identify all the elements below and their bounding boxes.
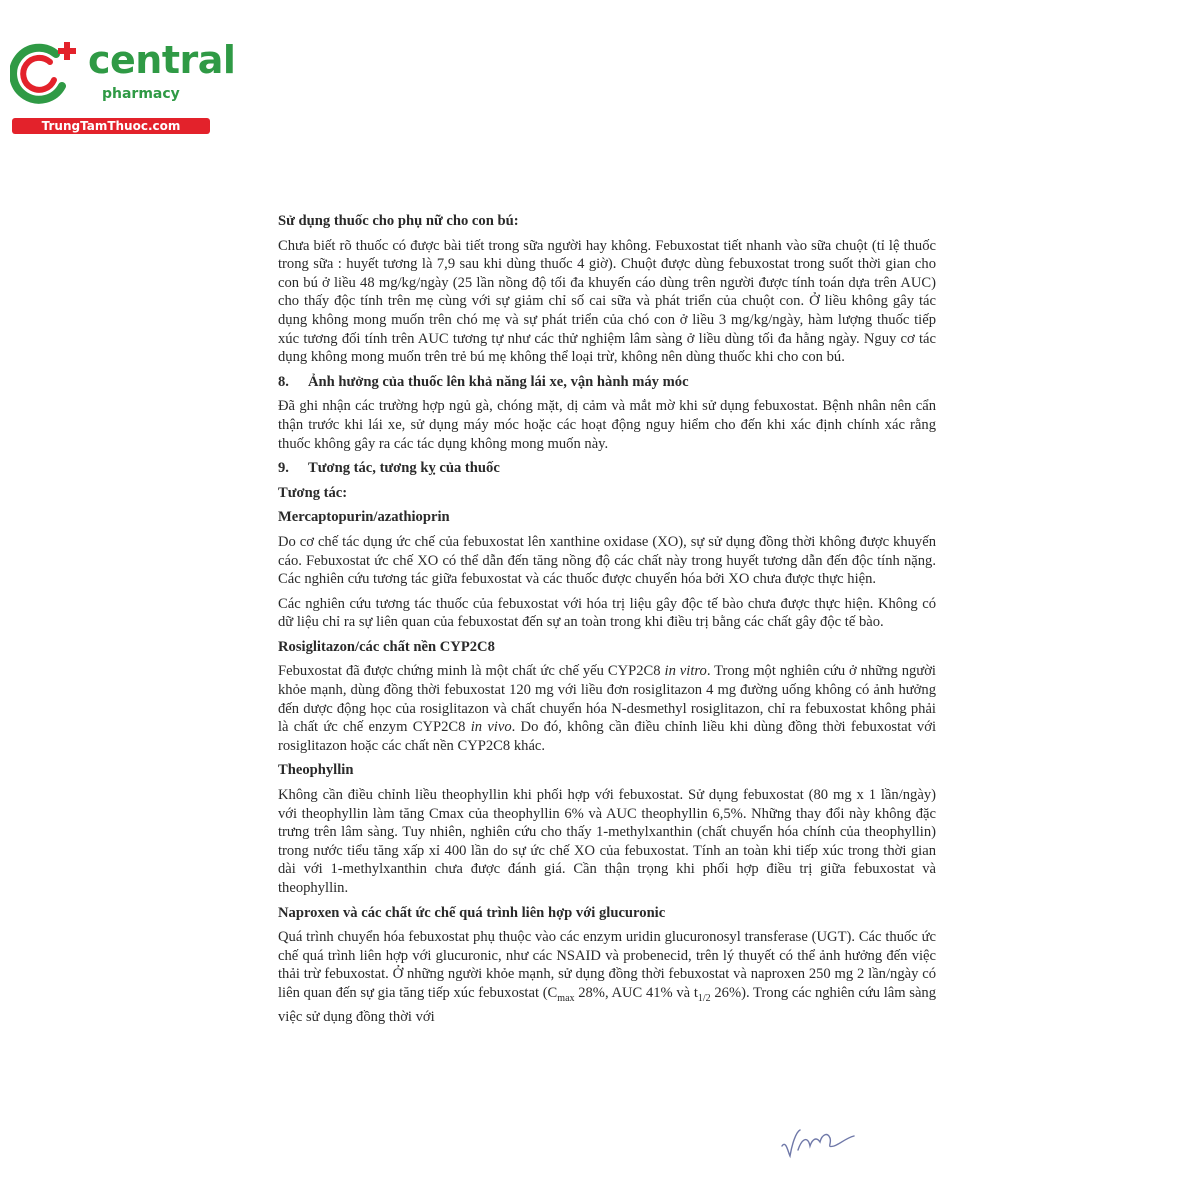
rosiglitazon-text-e: . Do đó, không cần điều chỉnh liều khi dùng đồng thời febuxostat với rosiglitazon hoặc các chất nền CYP2C8 khác.: [278, 719, 936, 754]
naproxen-sub-half: 1/2: [697, 992, 711, 1004]
naproxen-sub-max: max: [557, 992, 575, 1004]
pharmacy-logo: [10, 36, 236, 136]
interactions-subheading: Tương tác:: [278, 484, 348, 501]
rosiglitazon-italic-in-vivo: in vivo: [470, 719, 512, 736]
rosiglitazon-italic-in-vitro: in vitro: [664, 663, 707, 680]
rosiglitazon-text-a: Febuxostat đã được chứng minh là một chất ức chế yếu CYP2C8: [278, 663, 665, 680]
rosiglitazon-text: [278, 662, 936, 755]
mercaptopurin-text-1: Do cơ chế tác dụng ức chế của febuxostat lên xanthine oxidase (XO), sự sử dụng đồng thời không được khuyến cáo. Febuxostat ức chế XO có thể dẫn đến tăng nồng độ các chất này trong huyết tương dẫn đến độc tính nặng. Các nghiên cứu tương tác giữa febuxostat và các thuốc được chuyển hóa bởi XO chưa được thực hiện.: [278, 533, 936, 588]
naproxen-text-a: Quá trình chuyển hóa febuxostat phụ thuộc vào các enzym uridin glucuronosyl transferase (UGT). Các thuốc ức chế quá trình liên hợp với glucuronic, như các NSAID và probenecid, trên lý thuyết có thể ảnh hưởng đến việc thải trừ febuxostat. Ở những người khỏe mạnh, sử dụng đồng thời febuxostat và naproxen 250 mg 2 lần/ngày có liên quan đến sự gia tăng tiếp xúc febuxostat (C: [278, 929, 936, 1001]
section-9-title: Tương tác, tương kỵ của thuốc: [308, 460, 500, 477]
theophyllin-text: Không cần điều chỉnh liều theophyllin khi phối hợp với febuxostat. Sử dụng febuxostat (80 mg x 1 lần/ngày) với theophyllin làm tăng Cmax của theophyllin 6% và AUC theophyllin 6,5%. Những thay đổi này không đặc trưng trên lâm sàng. Tuy nhiên, nghiên cứu cho thấy 1-methylxanthin (chất chuyển hóa chính của theophyllin) trong nước tiểu tăng xấp xỉ 400 lần do sự ức chế XO của febuxostat. Tính an toàn khi tiếp xúc trong thời gian dài với 1-methylxanthin chưa được đánh giá. Cần thận trọng khi phối hợp điều trị giữa febuxostat và theophyllin.: [278, 787, 936, 896]
naproxen-heading: Naproxen và các chất ức chế quá trình liên hợp với glucuronic: [278, 904, 666, 921]
mercaptopurin-text-2: Các nghiên cứu tương tác thuốc của febuxostat với hóa trị liệu gây độc tế bào chưa được thực hiện. Không có dữ liệu chỉ ra sự liên quan của febuxostat đến sự an toàn trong khi điều trị bằng các chất gây độc tế bào.: [278, 595, 936, 631]
rosiglitazon-text-c: . Trong một nghiên cứu ở những người khỏe mạnh, dùng đồng thời febuxostat 120 mg với liều đơn rosiglitazon 4 mg đường uống không có ảnh hưởng đến dược động học của rosiglitazon và chất chuyển hóa N-desmethyl rosiglitazon, chỉ ra febuxostat không phải là chất ức chế enzym CYP2C8: [278, 663, 936, 736]
central-logo-icon: [10, 40, 80, 106]
section-8-text: Đã ghi nhận các trường hợp ngủ gà, chóng mặt, dị cảm và mắt mờ khi sử dụng febuxostat. Bệnh nhân nên cẩn thận trước khi lái xe, sử dụng máy móc hoặc các hoạt động nguy hiểm cho đến khi xác định chính xác rằng thuốc không gây ra các tác dụng không mong muốn này.: [278, 398, 936, 452]
naproxen-text: [278, 928, 936, 1027]
document-body: [278, 212, 936, 1027]
logo-sub-text: pharmacy: [102, 86, 180, 102]
section-8-number: 8.: [278, 373, 289, 390]
theophyllin-heading: Theophyllin: [278, 762, 354, 779]
rosiglitazon-heading: Rosiglitazon/các chất nền CYP2C8: [278, 638, 495, 655]
handwritten-signature: [776, 1120, 866, 1164]
section-8-heading: [278, 373, 936, 392]
mercaptopurin-heading: Mercaptopurin/azathioprin: [278, 509, 450, 526]
naproxen-text-c: 28%, AUC 41% và t: [574, 984, 698, 1001]
section-8-title: Ảnh hưởng của thuốc lên khả năng lái xe, vận hành máy móc: [308, 373, 689, 390]
section-9-number: 9.: [278, 460, 289, 477]
section-9-heading: [278, 459, 936, 478]
naproxen-text-e: 26%). Trong các nghiên cứu lâm sàng việc sử dụng đồng thời với: [278, 984, 937, 1026]
section-breastfeeding-heading: Sử dụng thuốc cho phụ nữ cho con bú:: [278, 213, 519, 229]
logo-url-banner: TrungTamThuoc.com: [12, 118, 210, 134]
section-breastfeeding-text: Chưa biết rõ thuốc có được bài tiết trong sữa người hay không. Febuxostat tiết nhanh vào sữa chuột (tỉ lệ thuốc trong sữa : huyết tương là 7,9 sau khi dùng thuốc 4 giờ). Chuột được dùng febuxostat trong suốt thời gian cho con bú ở liều 48 mg/kg/ngày (25 lần nồng độ tối đa khuyến cáo dùng trên người được tính toán dựa trên AUC) cho thấy độc tính trên mẹ cùng với sự giảm chỉ số cai sữa và phát triển của chuột con. Ở liều không gây tác dụng không mong muốn trên chó mẹ và sự phát triển của chó con ở liều 3 mg/kg/ngày, hàm lượng thuốc tiếp xúc tương đối tính trên AUC tương tự như các thử nghiệm lâm sàng ở liều dùng tối đa hằng ngày. Nguy cơ tác dụng không mong muốn trên trẻ bú mẹ không thể loại trừ, không nên dùng thuốc khi cho con bú.: [278, 237, 936, 366]
logo-brand-text: central: [88, 38, 236, 82]
